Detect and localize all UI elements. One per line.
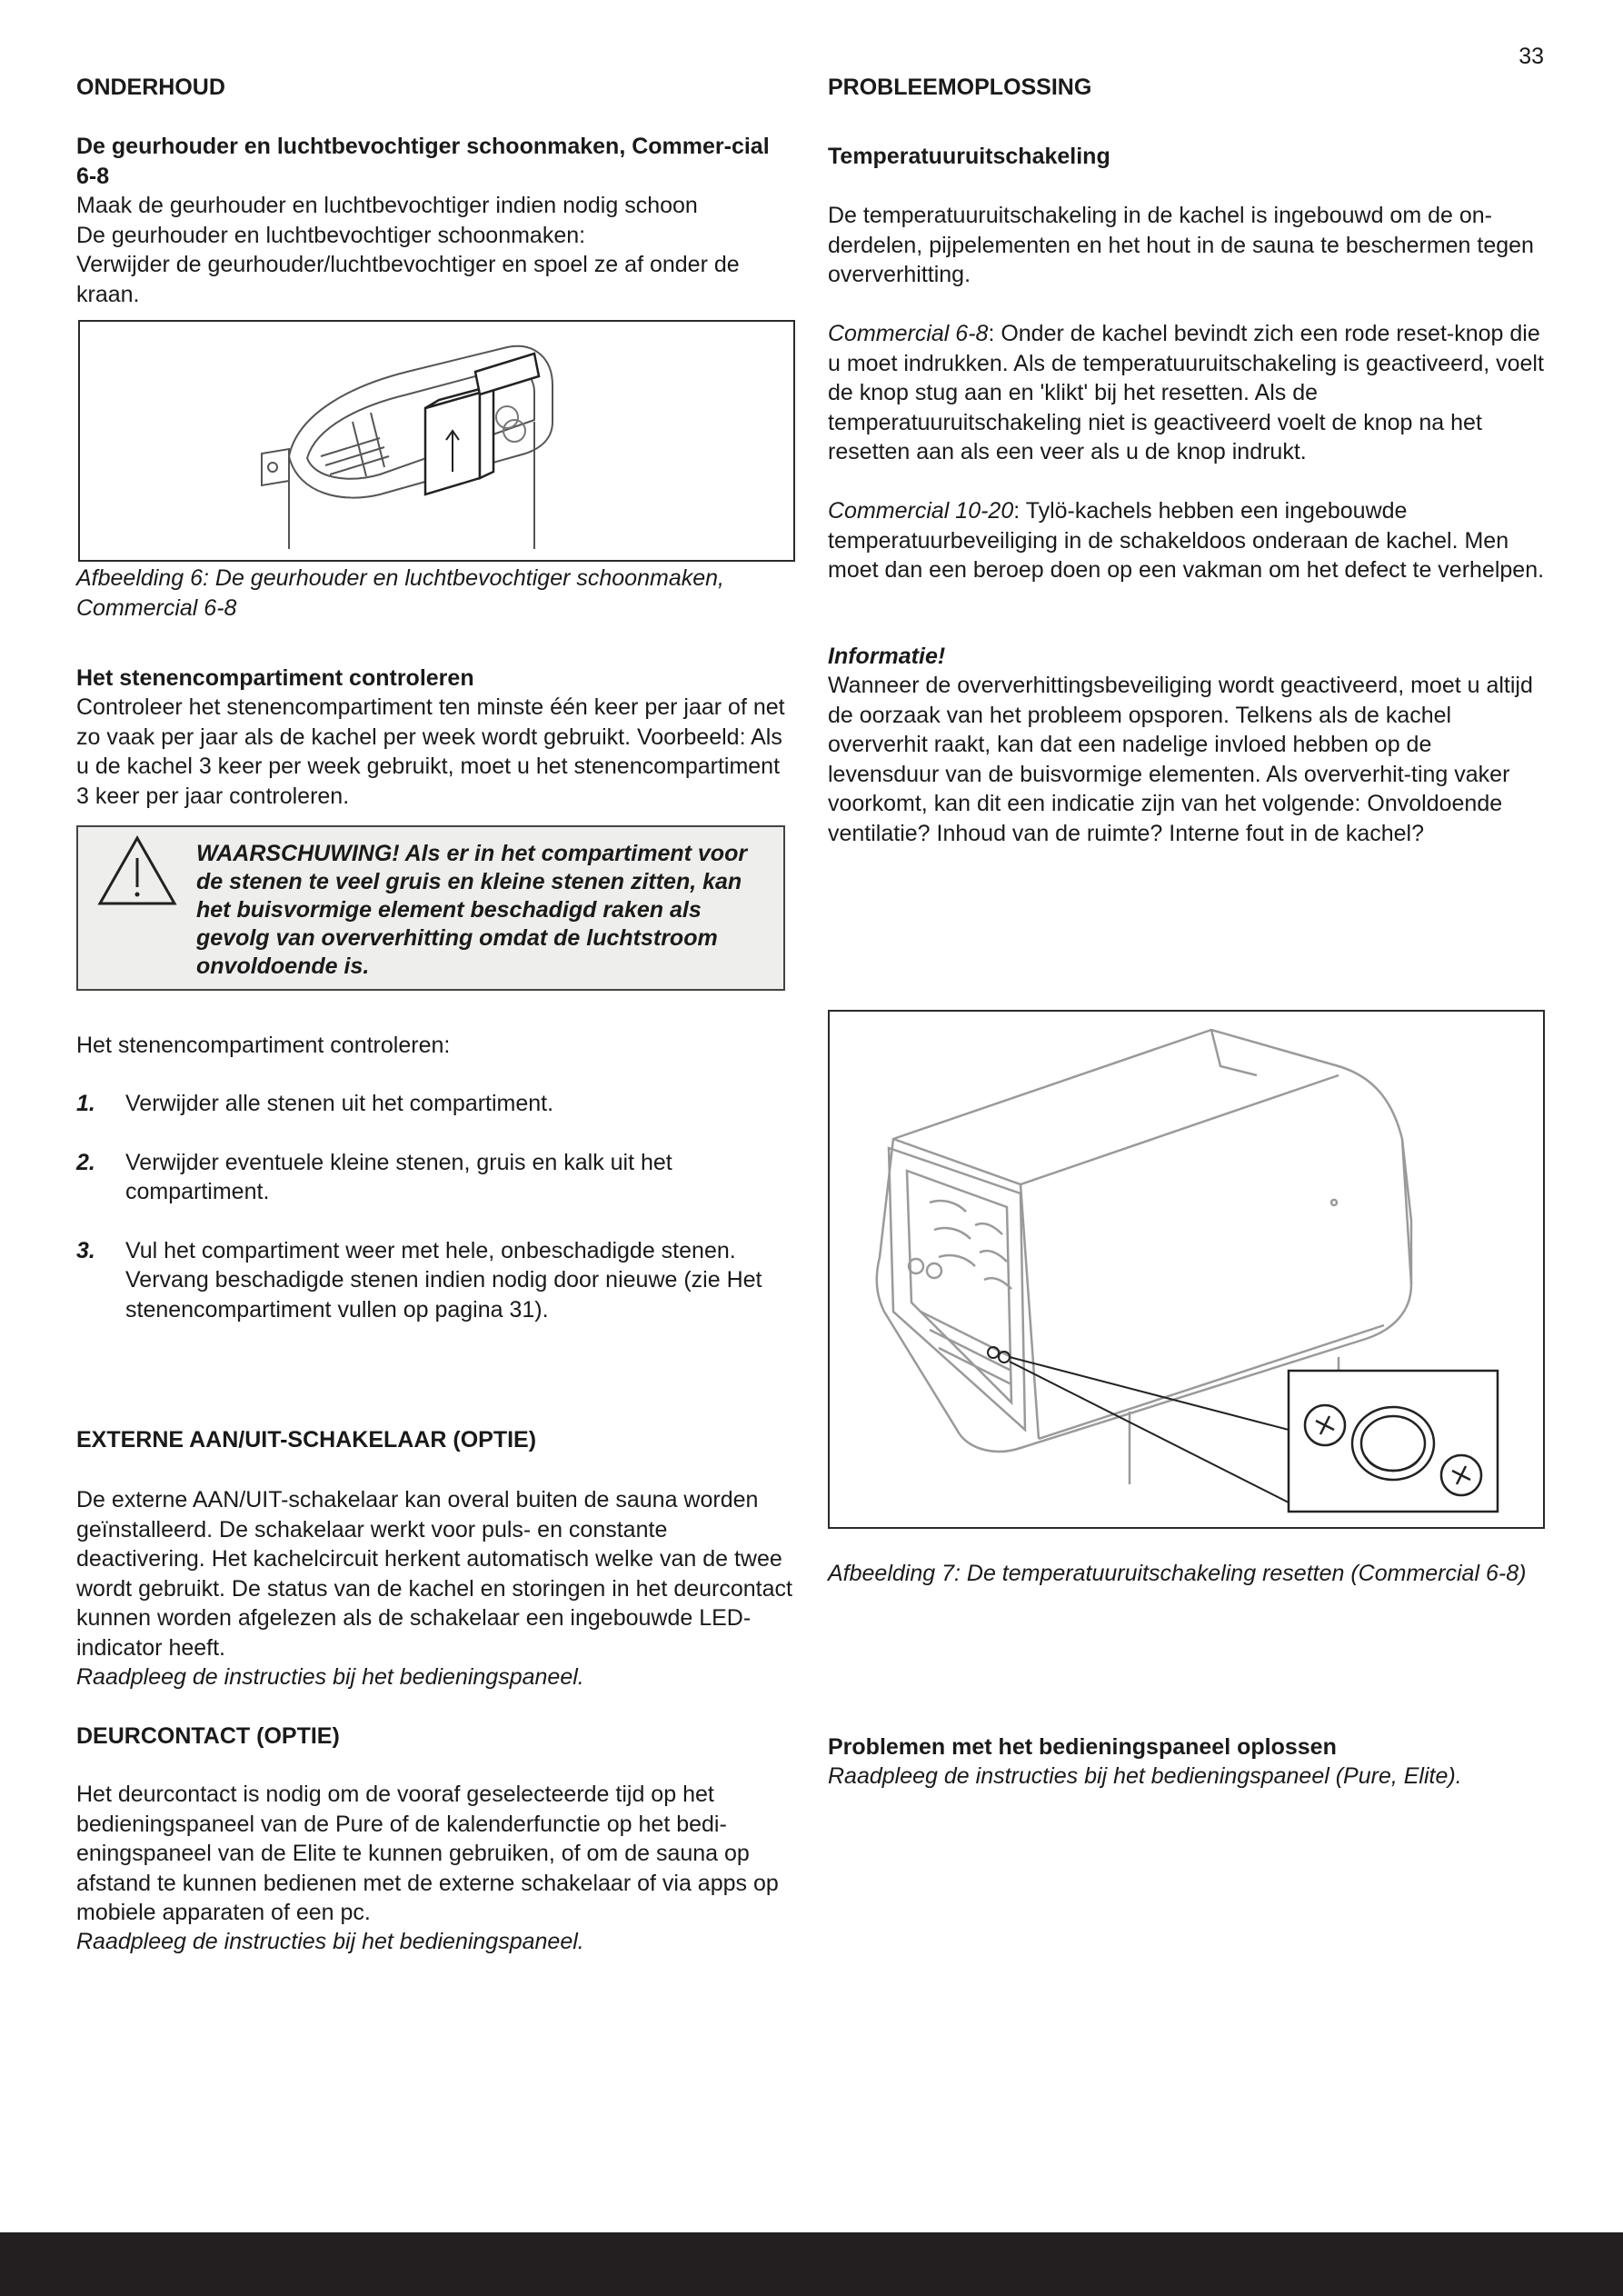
step-text: Vul het compartiment weer met hele, onbeschadigde stenen. Vervang beschadigde stenen indien nodig door nieuwe (zie Het stenencompartiment vullen op pagina 31). [125, 1237, 762, 1323]
clean-instructions [76, 191, 796, 309]
clean-line-3: Verwijder de geurhouder/luchtbevochtiger en spoel ze af onder de kraan. [76, 252, 740, 307]
heater-reset-illustration [830, 1012, 1543, 1527]
heading-temp-cutout: Temperatuuruitschakeling [828, 144, 1110, 169]
figure-6-heater-illustration [78, 320, 795, 562]
steps-intro: Het stenencompartiment controleren: [76, 1033, 451, 1058]
figure-7-heater-illustration [828, 1010, 1545, 1529]
heading-switch: EXTERNE AAN/UIT-SCHAKELAAR (OPTIE) [76, 1427, 537, 1452]
heading-clean: De geurhouder en luchtbevochtiger schoonmaken, Commer-cial 6-8 [76, 134, 770, 189]
warning-icon [96, 834, 178, 907]
list-item [76, 1236, 794, 1325]
clean-line-1: Maak de geurhouder en luchtbevochtiger indien nodig schoon [76, 193, 698, 218]
switch-reference: Raadpleeg de instructies bij het bedieningspaneel. [76, 1664, 584, 1690]
info-text: Wanneer de oververhittingsbeveiliging wordt geactiveerd, moet u altijd de oorzaak van het probleem opsporen. Telkens als de kachel oververhit raakt, kan dat een nadelige invloed hebben op de levensduur van de buisvormige elementen. Als oververhit-ting vaker voorkomt, kan dit een indicatie zijn van het volgende: Onvoldoende ventilatie? Inhoud van de ruimte? Interne fout in de kachel? [828, 673, 1533, 846]
door-contact-text: Het deurcontact is nodig om de vooraf geselecteerde tijd op het bedieningspaneel van de Pure of de kalenderfunctie op het bedi-eningspaneel van de Elite te kunnen gebruiken, of om de sauna op afstand te kunnen bedienen met de externe schakelaar of via apps op mobiele apparaten of een pc. [76, 1782, 779, 1925]
page-number: 33 [1518, 44, 1544, 69]
temp-cutout-text: De temperatuuruitschakeling in de kachel is ingebouwd om de on-derdelen, pijpelementen en het hout in de sauna te beschermen tegen oververhitting. [828, 203, 1534, 287]
commercial-6-8-label: Commercial 6-8 [828, 321, 989, 346]
list-item [76, 1089, 794, 1119]
door-contact-reference: Raadpleeg de instructies bij het bedieningspaneel. [76, 1929, 584, 1954]
heading-stones: Het stenencompartiment controleren [76, 665, 474, 691]
commercial-10-20-paragraph [828, 496, 1546, 585]
heater-top-illustration [80, 322, 793, 560]
figure-7-caption: Afbeelding 7: De temperatuuruitschakeling resetten (Commercial 6-8) [828, 1561, 1527, 1586]
commercial-6-8-paragraph [828, 319, 1546, 467]
switch-text: De externe AAN/UIT-schakelaar kan overal buiten de sauna worden geïnstalleerd. De schakelaar werkt voor puls- en constante deactivering. Het kachelcircuit herkent automatisch welke van de twee wordt gebruikt. De status van de kachel en storingen in het deurcontact kunnen worden afgelezen als de schakelaar een ingebouwde LED-indicator heeft. [76, 1487, 792, 1661]
commercial-10-20-text: : Tylö-kachels hebben een ingebouwde temperatuurbeveiliging in de schakeldoos onderaan de kachel. Men moet dan een beroep doen op een vakman om het defect te verhelpen. [828, 498, 1545, 583]
step-number: 2. [76, 1149, 95, 1175]
info-heading: Informatie! [828, 644, 946, 669]
commercial-6-8-text: : Onder de kachel bevindt zich een rode reset-knop die u moet indrukken. Als de temperatuuruitschakeling is geactiveerd, voelt de knop stug aan en 'klikt' bij het resetten. Als de temperatuuruitschakeling niet is geactiveerd voelt de knop na het resetten aan als een veer als u de knop indrukt. [828, 321, 1544, 464]
warning-text: WAARSCHUWING! Als er in het compartiment voor de stenen te veel gruis en kleine stenen zitten, kan het buisvormige element beschadigd raken als gevolg van oververhitting omdat de luchtstroom onvoldoende is. [196, 841, 748, 979]
figure-6-caption: Afbeelding 6: De geurhouder en luchtbevochtiger schoonmaken, Commercial 6-8 [76, 565, 724, 621]
steps-list [76, 1089, 794, 1353]
stones-text: Controleer het stenencompartiment ten minste één keer per jaar of net zo vaak per jaar als de kachel per week wordt gebruikt. Voorbeeld: Als u de kachel 3 keer per week gebruikt, moet u het stenencompartiment 3 keer per jaar controleren. [76, 694, 785, 809]
heading-onderhoud: ONDERHOUD [76, 75, 225, 100]
control-panel-reference: Raadpleeg de instructies bij het bedieningspaneel (Pure, Elite). [828, 1763, 1462, 1789]
heading-control-panel: Problemen met het bedieningspaneel oplossen [828, 1734, 1337, 1760]
step-number: 3. [76, 1237, 95, 1263]
step-number: 1. [76, 1091, 95, 1116]
warning-box [76, 825, 785, 991]
commercial-10-20-label: Commercial 10-20 [828, 498, 1014, 524]
heading-problem-solving: PROBLEEMOPLOSSING [828, 75, 1092, 100]
list-item [76, 1148, 794, 1207]
clean-line-2: De geurhouder en luchtbevochtiger schoonmaken: [76, 222, 586, 248]
step-text: Verwijder eventuele kleine stenen, gruis en kalk uit het compartiment. [125, 1149, 672, 1204]
step-text: Verwijder alle stenen uit het compartiment. [125, 1091, 554, 1116]
footer-bar [0, 2232, 1623, 2296]
heading-door-contact: DEURCONTACT (OPTIE) [76, 1723, 340, 1749]
reset-button-detail [1289, 1371, 1498, 1512]
